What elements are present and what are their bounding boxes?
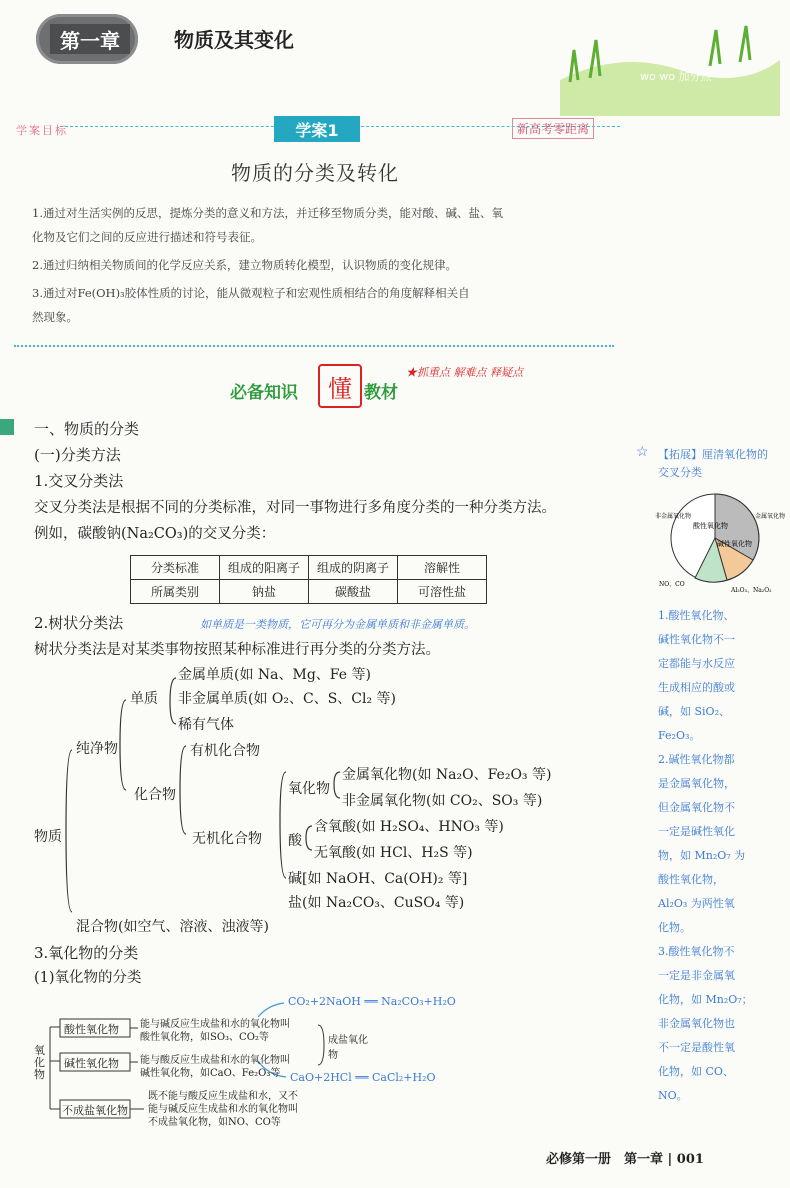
subsection-sub: (1)氧化物的分类 [34, 970, 142, 986]
tree-node: 无氧酸(如 HCl、H₂S 等) [314, 845, 473, 861]
sidebar-note-line: 非金属氧化物也 [658, 1017, 735, 1030]
sidebar-note-line: Al₂O₃ 为两性氧 [658, 897, 735, 910]
sidebar-note-line: Fe₂O₃。 [658, 729, 701, 742]
pie-label: 碱性氧化物 [717, 540, 752, 548]
sidebar-note-line: 物，如 Mn₂O₇ 为 [658, 849, 746, 862]
oxide-desc: 能与酸反应生成盐和水的氧化物叫 [140, 1055, 290, 1066]
chapter-label: 第一章 [50, 24, 130, 54]
tree-node: 非金属氧化物(如 CO₂、SO₃ 等) [342, 793, 543, 809]
equation: CaO+2HCl ══ CaCl₂+H₂O [290, 1071, 436, 1084]
objective-line: 1.通过对生活实例的反思，提炼分类的意义和方法，并迁移至物质分类，能对酸、碱、盐、氧 [32, 206, 503, 220]
pie-label: NO、CO [659, 581, 685, 588]
pie-label: Al₂O₃、Na₂O₂ [731, 587, 772, 594]
objective-stamp: 学案目标 [16, 124, 68, 137]
grass-decoration [560, 20, 780, 116]
table-cell: 组成的阴离子 [309, 556, 398, 580]
sidebar-note-line: NO。 [658, 1089, 688, 1102]
oxide-diagram [28, 995, 588, 1128]
sidebar-note-line: 化物，如 Mn₂O₇； [658, 993, 753, 1006]
knowledge-banner-left: 必备知识 [230, 383, 298, 403]
oxide-basic: 碱性氧化物 [64, 1057, 119, 1070]
knowledge-banner-right: 教材 [364, 383, 398, 403]
lesson-tag: 学案1 [274, 116, 360, 142]
table-cell: 组成的阳离子 [220, 556, 309, 580]
tree-node: 含氧酸(如 H₂SO₄、HNO₃ 等) [314, 819, 504, 835]
tree-node: 稀有气体 [178, 717, 234, 733]
objective-line: 3.通过对Fe(OH)₃胶体性质的讨论，能从微观粒子和宏观性质相结合的角度解释相关自 [32, 286, 470, 300]
subsection-heading: 2.树状分类法 [34, 614, 124, 632]
subsection-heading: 1.交叉分类法 [34, 472, 124, 490]
oxide-pie-diagram [655, 488, 786, 596]
sidebar-note-line: 碱性氧化物不一 [658, 633, 735, 646]
subsection-heading: 3.氧化物的分类 [34, 944, 139, 962]
pie-label: 金属氧化物 [755, 513, 786, 520]
tree-node: 物质 [34, 829, 62, 845]
pie-label: 非金属氧化物 [655, 513, 692, 520]
sidebar-note-line: 2.碱性氧化物都 [658, 753, 735, 766]
oxide-desc: 酸性氧化物，如SO₃、CO₂等 [140, 1032, 269, 1043]
table-cell: 溶解性 [398, 556, 487, 580]
equation: CO₂+2NaOH ══ Na₂CO₃+H₂O [288, 995, 456, 1008]
tree-node: 单质 [130, 691, 158, 707]
oxide-desc: 既不能与酸反应生成盐和水，又不 [148, 1091, 298, 1102]
tree-node: 化合物 [134, 787, 176, 803]
tree-node: 酸 [288, 833, 302, 849]
knowledge-slogan: ★抓重点 解难点 释疑点 [406, 366, 523, 379]
page-footer: 必修第一册 第一章 | 001 [546, 1152, 704, 1167]
classification-table [130, 555, 487, 604]
objective-line: 2.通过归纳相关物质间的化学反应关系，建立物质转化模型，认识物质的变化规律。 [32, 258, 457, 272]
table-cell: 分类标准 [131, 556, 220, 580]
section-divider [14, 345, 614, 347]
oxide-acidic: 酸性氧化物 [64, 1023, 119, 1036]
table-cell: 钠盐 [220, 580, 309, 604]
tree-definition: 树状分类法是对某类事物按照某种标准进行再分类的分类方法。 [34, 642, 440, 658]
section-marker-icon [0, 419, 14, 435]
sidebar-note-line: 一定是碱性氧化 [658, 825, 735, 838]
sidebar-note-line: 但金属氧化物不 [658, 801, 735, 814]
deco-text: wo wo 加分点 [640, 70, 712, 83]
section-title: 一、物质的分类 [34, 420, 140, 438]
oxide-desc: 能与碱反应生成盐和水的氧化物叫 [140, 1019, 290, 1030]
sidebar-note-line: 生成相应的酸或 [658, 681, 735, 694]
oxide-desc: 不成盐氧化物，如NO、CO等 [148, 1117, 281, 1128]
tree-node: 混合物(如空气、溶液、浊液等) [76, 919, 269, 935]
oxide-desc: 碱性氧化物，如CaO、Fe₂O₃等 [140, 1068, 281, 1079]
sidebar-note-line: 定都能与水反应 [658, 657, 735, 670]
table-row [131, 580, 487, 604]
objective-line: 然现象。 [32, 310, 78, 324]
sidebar-note-line: 碱，如 SiO₂、 [658, 705, 730, 718]
sidebar-note-line: 是金属氧化物， [658, 777, 735, 790]
star-icon: ☆ [636, 444, 649, 460]
cross-example: 例如，碳酸钠(Na₂CO₃)的交叉分类： [34, 526, 276, 542]
table-cell: 碳酸盐 [309, 580, 398, 604]
exam-tag: 新高考零距离 [512, 118, 594, 139]
sidebar-note-line: 化物，如 CO、 [658, 1065, 734, 1078]
cross-definition: 交叉分类法是根据不同的分类标准，对同一事物进行多角度分类的一种分类方法。 [34, 500, 556, 516]
subsection-title: (一)分类方法 [34, 446, 121, 464]
oxide-desc: 能与碱反应生成盐和水的氧化物叫 [148, 1104, 298, 1115]
handwritten-note: 如单质是一类物质，它可再分为金属单质和非金属单质。 [200, 618, 475, 631]
sidebar-note-line: 酸性氧化物， [658, 873, 724, 886]
chapter-title: 物质及其变化 [174, 28, 294, 52]
knowledge-banner-stamp: 懂 [318, 364, 362, 408]
tree-node: 纯净物 [76, 741, 118, 757]
table-cell: 所属类别 [131, 580, 220, 604]
sidebar-head: 【拓展】厘清氧化物的交叉分类 [658, 448, 768, 479]
lesson-title: 物质的分类及转化 [231, 161, 399, 185]
objective-line: 化物及它们之间的反应进行描述和符号表征。 [32, 230, 262, 244]
pie-label: 酸性氧化物 [693, 522, 728, 530]
sidebar-note-line: 不一定是酸性氧 [658, 1041, 735, 1054]
oxide-root: 氧化物 [34, 1044, 45, 1081]
tree-node: 金属氧化物(如 Na₂O、Fe₂O₃ 等) [342, 767, 552, 783]
oxide-salt-forming: 成盐氧化物 [328, 1035, 368, 1061]
table-row [131, 556, 487, 580]
tree-node: 有机化合物 [190, 743, 260, 759]
tree-node: 盐(如 Na₂CO₃、CuSO₄ 等) [288, 895, 465, 911]
sidebar-note-line: 化物。 [658, 921, 691, 934]
classification-tree [30, 660, 600, 940]
tree-node: 金属单质(如 Na、Mg、Fe 等) [178, 667, 371, 683]
tree-node: 碱[如 NaOH、Ca(OH)₂ 等] [288, 871, 468, 887]
tree-node: 氧化物 [288, 781, 330, 797]
sidebar-note-line: 3.酸性氧化物不 [658, 945, 735, 958]
oxide-neutral: 不成盐氧化物 [62, 1104, 128, 1117]
sidebar-notes [658, 604, 770, 1108]
tree-node: 无机化合物 [192, 831, 262, 847]
sidebar-note-line: 1.酸性氧化物、 [658, 609, 735, 622]
sidebar-note-line: 一定是非金属氧 [658, 969, 735, 982]
tree-node: 非金属单质(如 O₂、C、S、Cl₂ 等) [178, 691, 397, 707]
table-cell: 可溶性盐 [398, 580, 487, 604]
